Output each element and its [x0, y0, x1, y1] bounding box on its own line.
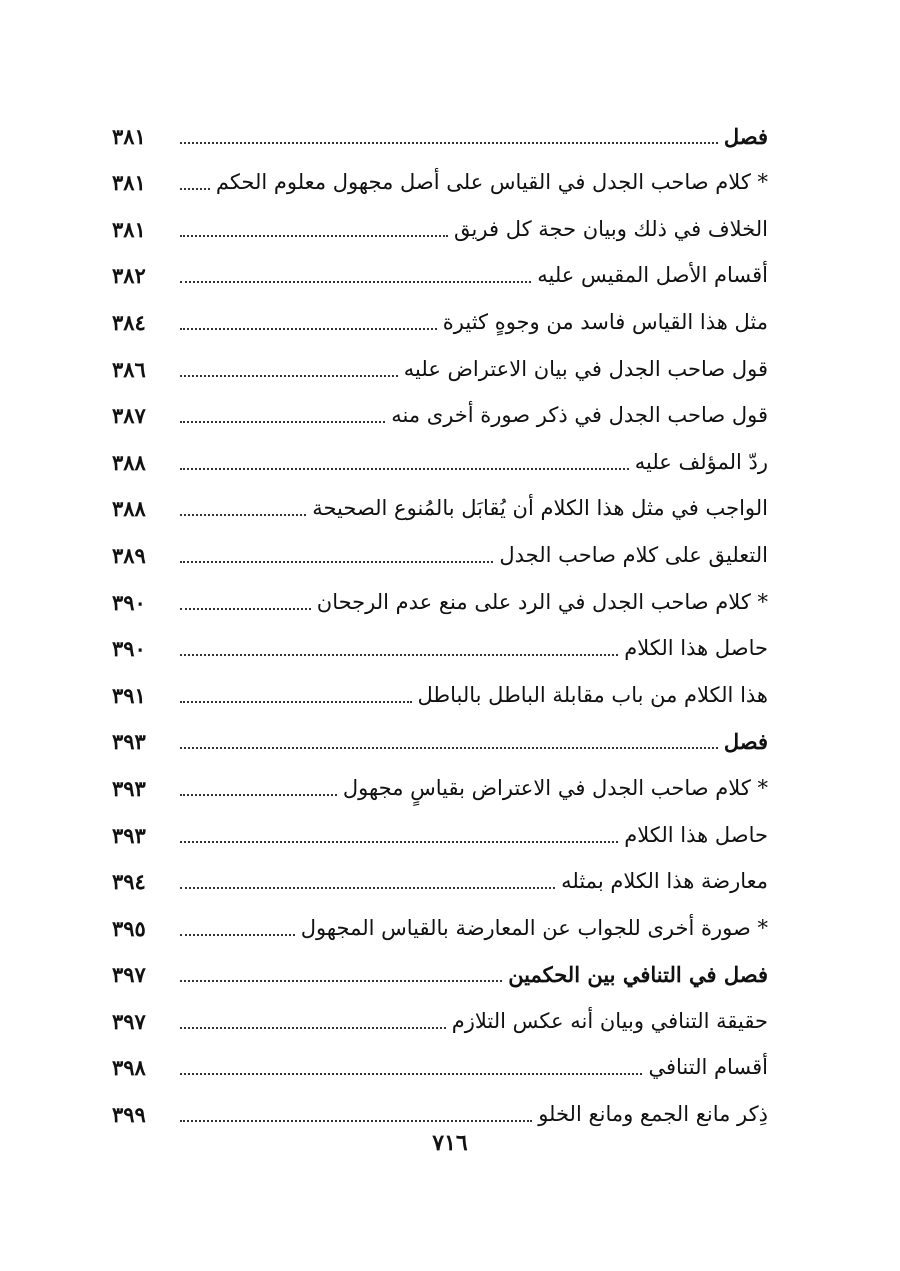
toc-entry-title: ردّ المؤلف عليه [634, 449, 768, 474]
toc-entry [112, 854, 768, 901]
toc-entry-page: ٣٨١ [112, 123, 146, 149]
toc-entry-page: ٣٨٦ [112, 356, 146, 382]
toc-entry-title: حقيقة التنافي وبيان أنه عكس التلازم [451, 1008, 768, 1033]
toc-entry-title: الواجب في مثل هذا الكلام أن يُقابَل بالمُنوع الصحيحة [312, 496, 768, 521]
dot-leader [180, 747, 718, 749]
toc-entry-page: ٣٨٢ [112, 263, 146, 289]
toc-entry-page: ٣٩٠ [112, 589, 146, 615]
toc-entry-page: ٣٩٨ [112, 1055, 146, 1081]
dot-leader [180, 188, 210, 190]
dot-leader [180, 1120, 532, 1122]
toc-entry [112, 993, 768, 1040]
toc-entry-page: ٣٩٧ [112, 1008, 146, 1034]
toc-entry-page: ٣٨١ [112, 170, 146, 196]
toc-entry-page: ٣٨٨ [112, 496, 146, 522]
toc-entry-title: * كلام صاحب الجدل في الاعتراض بقياسٍ مجهول [342, 775, 768, 800]
toc-entry [112, 900, 768, 947]
toc-entry-title: ذِكر مانع الجمع ومانع الخلو [538, 1102, 768, 1127]
toc-entry [112, 527, 768, 574]
dot-leader [180, 934, 295, 936]
toc-entry [112, 807, 768, 854]
dot-leader [180, 794, 337, 796]
toc-entry-title: أقسام التنافي [648, 1055, 768, 1080]
toc-entry-title: حاصل هذا الكلام [624, 636, 768, 661]
toc-entry-title: الخلاف في ذلك وبيان حجة كل فريق [454, 216, 768, 241]
dot-leader [180, 281, 531, 283]
dot-leader [180, 608, 311, 610]
toc-entry [112, 481, 768, 528]
toc-entry-page: ٣٨٨ [112, 449, 146, 475]
toc-entry-page: ٣٨٩ [112, 542, 146, 568]
dot-leader [180, 421, 385, 423]
toc-entry-page: ٣٩٩ [112, 1102, 146, 1128]
toc-entry-title: مثل هذا القياس فاسد من وجوهٍ كثيرة [442, 309, 768, 334]
toc-entry [112, 341, 768, 388]
toc-entry-title: حاصل هذا الكلام [624, 822, 768, 847]
toc-entry [112, 760, 768, 807]
toc-entry [112, 155, 768, 202]
toc-entry-title: * صورة أخرى للجواب عن المعارضة بالقياس المجهول [300, 915, 768, 940]
dot-leader [180, 1073, 642, 1075]
toc-entry-page: ٣٩٧ [112, 962, 146, 988]
toc-entry-title: معارضة هذا الكلام بمثله [561, 869, 768, 894]
toc-entry [112, 574, 768, 621]
dot-leader [180, 514, 306, 516]
dot-leader [180, 468, 629, 470]
dot-leader [180, 1027, 446, 1029]
toc-entry-page: ٣٩١ [112, 682, 146, 708]
toc-entry-title: التعليق على كلام صاحب الجدل [499, 542, 768, 567]
toc-entry [112, 667, 768, 714]
toc-entry-page: ٣٩٣ [112, 729, 146, 755]
toc-entry-title: فصل [723, 729, 768, 755]
toc-entry-title: فصل [723, 123, 768, 149]
toc-entry-page: ٣٨٧ [112, 403, 146, 429]
dot-leader [180, 328, 437, 330]
toc-entry [112, 947, 768, 994]
toc-entry-title: فصل في التنافي بين الحكمين [508, 962, 768, 988]
toc-entry-page: ٣٩٤ [112, 869, 146, 895]
toc-entry-page: ٣٩٣ [112, 822, 146, 848]
dot-leader [180, 142, 718, 144]
toc-entry [112, 248, 768, 295]
dot-leader [180, 561, 493, 563]
toc-entry [112, 108, 768, 155]
toc-entry-title: قول صاحب الجدل في ذكر صورة أخرى منه [391, 403, 768, 428]
toc-entry-page: ٣٩٥ [112, 915, 146, 941]
toc-entry-title: قول صاحب الجدل في بيان الاعتراض عليه [403, 356, 768, 381]
toc-entry-page: ٣٩٣ [112, 775, 146, 801]
toc-entry-title: * كلام صاحب الجدل في الرد على منع عدم الرجحان [316, 589, 768, 614]
toc-entry [112, 621, 768, 668]
page-number: ٧١٦ [432, 1130, 468, 1156]
dot-leader [180, 235, 448, 237]
toc-entry [112, 1086, 768, 1133]
toc-entry [112, 434, 768, 481]
toc-entry [112, 714, 768, 761]
toc-entry [112, 388, 768, 435]
toc-entry-page: ٣٨٤ [112, 309, 146, 335]
toc-entry [112, 294, 768, 341]
toc-entry-title: هذا الكلام من باب مقابلة الباطل بالباطل [417, 682, 768, 707]
toc-entry [112, 1040, 768, 1087]
dot-leader [180, 887, 555, 889]
dot-leader [180, 841, 618, 843]
toc-entry-title: * كلام صاحب الجدل في القياس على أصل مجهول معلوم الحكم [215, 170, 768, 195]
dot-leader [180, 980, 502, 982]
dot-leader [180, 701, 412, 703]
toc-entry [112, 201, 768, 248]
toc-entry-page: ٣٨١ [112, 216, 146, 242]
toc-entry-page: ٣٩٠ [112, 636, 146, 662]
dot-leader [180, 654, 618, 656]
toc-entry-title: أقسام الأصل المقيس عليه [537, 263, 768, 288]
table-of-contents [112, 108, 768, 1133]
dot-leader [180, 375, 398, 377]
